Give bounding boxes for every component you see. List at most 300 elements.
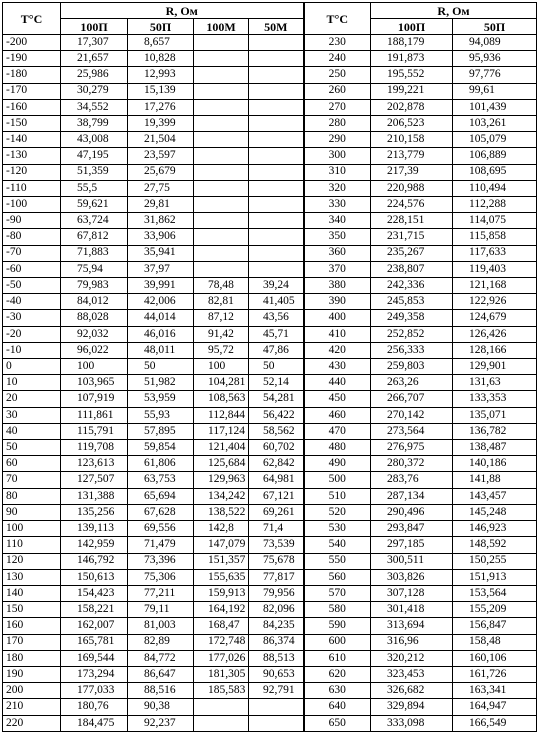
pt100-cell: 88,028 xyxy=(61,310,128,326)
cu50-cell xyxy=(249,245,304,261)
cu50-cell: 82,096 xyxy=(249,602,304,618)
table-row xyxy=(3,180,537,196)
pt50-cell-right: 163,341 xyxy=(453,683,537,699)
cu100-cell: 164,192 xyxy=(194,602,249,618)
cu50-cell xyxy=(249,261,304,277)
pt50-cell-right: 161,726 xyxy=(453,666,537,682)
cu50-cell xyxy=(249,715,304,731)
pt100-cell-right: 297,185 xyxy=(371,537,453,553)
pt100-cell: 127,507 xyxy=(61,472,128,488)
pt50-cell-right: 160,106 xyxy=(453,650,537,666)
cu100-cell xyxy=(194,180,249,196)
cu50-cell xyxy=(249,148,304,164)
pt50-cell-right: 95,936 xyxy=(453,51,537,67)
temperature-cell: 220 xyxy=(3,715,61,731)
column-header-100p-left: 100П xyxy=(61,19,128,35)
pt50-cell: 50 xyxy=(128,359,194,375)
cu100-cell: 95,72 xyxy=(194,342,249,358)
cu50-cell: 56,422 xyxy=(249,407,304,423)
table-row xyxy=(3,407,537,423)
temperature-cell-right: 430 xyxy=(304,359,371,375)
temperature-cell-right: 230 xyxy=(304,35,371,51)
pt100-cell: 131,388 xyxy=(61,488,128,504)
table-row xyxy=(3,521,537,537)
pt100-cell: 165,781 xyxy=(61,634,128,650)
temperature-cell: -50 xyxy=(3,278,61,294)
temperature-cell-right: 240 xyxy=(304,51,371,67)
cu50-cell: 39,24 xyxy=(249,278,304,294)
cu100-cell xyxy=(194,715,249,731)
pt100-cell: 71,883 xyxy=(61,245,128,261)
pt100-cell-right: 191,873 xyxy=(371,51,453,67)
pt50-cell-right: 101,439 xyxy=(453,99,537,115)
temperature-header-right: T°C xyxy=(304,3,371,35)
temperature-cell-right: 460 xyxy=(304,407,371,423)
pt50-cell-right: 155,209 xyxy=(453,602,537,618)
temperature-cell-right: 530 xyxy=(304,521,371,537)
cu100-cell: 181,305 xyxy=(194,666,249,682)
cu50-cell xyxy=(249,99,304,115)
pt100-cell: 79,983 xyxy=(61,278,128,294)
pt50-cell: 81,003 xyxy=(128,618,194,634)
table-row xyxy=(3,132,537,148)
table-row xyxy=(3,294,537,310)
pt100-cell-right: 245,853 xyxy=(371,294,453,310)
pt100-cell: 55,5 xyxy=(61,180,128,196)
pt50-cell-right: 108,695 xyxy=(453,164,537,180)
temperature-cell: -130 xyxy=(3,148,61,164)
pt100-cell: 139,113 xyxy=(61,521,128,537)
pt100-cell-right: 293,847 xyxy=(371,521,453,537)
temperature-cell-right: 340 xyxy=(304,213,371,229)
pt50-cell: 63,753 xyxy=(128,472,194,488)
pt50-cell-right: 143,457 xyxy=(453,488,537,504)
pt50-cell-right: 158,48 xyxy=(453,634,537,650)
temperature-cell: 70 xyxy=(3,472,61,488)
table-row xyxy=(3,35,537,51)
pt100-cell: 177,033 xyxy=(61,683,128,699)
temperature-cell: -180 xyxy=(3,67,61,83)
temperature-cell: 110 xyxy=(3,537,61,553)
pt50-cell-right: 128,166 xyxy=(453,342,537,358)
pt50-cell-right: 103,261 xyxy=(453,116,537,132)
cu100-cell: 108,563 xyxy=(194,391,249,407)
pt50-cell: 88,516 xyxy=(128,683,194,699)
pt100-cell: 30,279 xyxy=(61,83,128,99)
table-row xyxy=(3,310,537,326)
pt100-cell-right: 249,358 xyxy=(371,310,453,326)
temperature-cell-right: 570 xyxy=(304,585,371,601)
cu100-cell: 138,522 xyxy=(194,504,249,520)
pt50-cell-right: 135,071 xyxy=(453,407,537,423)
temperature-cell: -160 xyxy=(3,99,61,115)
cu100-cell: 112,844 xyxy=(194,407,249,423)
pt100-cell: 150,613 xyxy=(61,569,128,585)
pt100-cell-right: 280,372 xyxy=(371,456,453,472)
cu100-cell xyxy=(194,132,249,148)
pt50-cell-right: 140,186 xyxy=(453,456,537,472)
cu50-cell: 41,405 xyxy=(249,294,304,310)
pt100-cell: 123,613 xyxy=(61,456,128,472)
column-header-50p-left: 50П xyxy=(128,19,194,35)
pt50-cell: 19,399 xyxy=(128,116,194,132)
cu50-cell xyxy=(249,164,304,180)
temperature-cell-right: 640 xyxy=(304,699,371,715)
table-row xyxy=(3,148,537,164)
cu50-cell xyxy=(249,213,304,229)
temperature-cell: 200 xyxy=(3,683,61,699)
pt50-cell: 65,694 xyxy=(128,488,194,504)
pt50-cell-right: 115,858 xyxy=(453,229,537,245)
cu100-cell xyxy=(194,261,249,277)
pt50-cell: 23,597 xyxy=(128,148,194,164)
pt50-cell-right: 145,248 xyxy=(453,504,537,520)
pt50-cell-right: 141,88 xyxy=(453,472,537,488)
pt100-cell-right: 323,453 xyxy=(371,666,453,682)
temperature-cell: 150 xyxy=(3,602,61,618)
cu50-cell xyxy=(249,83,304,99)
temperature-cell-right: 550 xyxy=(304,553,371,569)
temperature-cell: -190 xyxy=(3,51,61,67)
temperature-cell: 50 xyxy=(3,440,61,456)
column-header-100m: 100М xyxy=(194,19,249,35)
table-row xyxy=(3,666,537,682)
pt100-cell: 59,621 xyxy=(61,197,128,213)
pt50-cell-right: 131,63 xyxy=(453,375,537,391)
cu100-cell xyxy=(194,699,249,715)
pt100-cell: 107,919 xyxy=(61,391,128,407)
table-row xyxy=(3,359,537,375)
pt100-cell-right: 213,779 xyxy=(371,148,453,164)
temperature-cell-right: 630 xyxy=(304,683,371,699)
pt100-cell-right: 202,878 xyxy=(371,99,453,115)
cu50-cell: 60,702 xyxy=(249,440,304,456)
pt50-cell: 15,139 xyxy=(128,83,194,99)
table-row xyxy=(3,715,537,731)
table-row xyxy=(3,683,537,699)
temperature-cell: 80 xyxy=(3,488,61,504)
pt50-cell: 35,941 xyxy=(128,245,194,261)
pt100-cell: 115,791 xyxy=(61,423,128,439)
pt100-cell-right: 259,803 xyxy=(371,359,453,375)
pt50-cell: 17,276 xyxy=(128,99,194,115)
pt100-cell: 51,359 xyxy=(61,164,128,180)
cu50-cell: 69,261 xyxy=(249,504,304,520)
pt50-cell: 92,237 xyxy=(128,715,194,731)
pt50-cell: 75,306 xyxy=(128,569,194,585)
pt100-cell-right: 263,26 xyxy=(371,375,453,391)
cu50-cell: 84,235 xyxy=(249,618,304,634)
cu100-cell: 104,281 xyxy=(194,375,249,391)
pt50-cell: 53,959 xyxy=(128,391,194,407)
pt100-cell: 17,307 xyxy=(61,35,128,51)
pt100-cell-right: 283,76 xyxy=(371,472,453,488)
cu50-cell: 75,678 xyxy=(249,553,304,569)
cu50-cell: 92,791 xyxy=(249,683,304,699)
pt100-cell: 184,475 xyxy=(61,715,128,731)
table-row xyxy=(3,585,537,601)
table-row xyxy=(3,699,537,715)
temperature-cell-right: 400 xyxy=(304,310,371,326)
cu50-cell xyxy=(249,229,304,245)
pt100-cell: 63,724 xyxy=(61,213,128,229)
table-row xyxy=(3,342,537,358)
temperature-cell: -90 xyxy=(3,213,61,229)
cu100-cell xyxy=(194,148,249,164)
cu50-cell: 47,86 xyxy=(249,342,304,358)
column-header-50m: 50М xyxy=(249,19,304,35)
cu50-cell: 64,981 xyxy=(249,472,304,488)
pt100-cell: 180,76 xyxy=(61,699,128,715)
pt100-cell: 154,423 xyxy=(61,585,128,601)
pt50-cell-right: 124,679 xyxy=(453,310,537,326)
resistance-table xyxy=(2,2,537,732)
table-row xyxy=(3,391,537,407)
pt100-cell: 43,008 xyxy=(61,132,128,148)
temperature-cell: 210 xyxy=(3,699,61,715)
pt100-cell: 21,657 xyxy=(61,51,128,67)
pt100-cell-right: 329,894 xyxy=(371,699,453,715)
temperature-cell: -70 xyxy=(3,245,61,261)
temperature-cell-right: 480 xyxy=(304,440,371,456)
temperature-cell-right: 540 xyxy=(304,537,371,553)
pt50-cell: 10,828 xyxy=(128,51,194,67)
temperature-cell-right: 500 xyxy=(304,472,371,488)
pt100-cell-right: 307,128 xyxy=(371,585,453,601)
cu100-cell xyxy=(194,67,249,83)
temperature-cell-right: 250 xyxy=(304,67,371,83)
temperature-cell-right: 380 xyxy=(304,278,371,294)
pt100-cell-right: 333,098 xyxy=(371,715,453,731)
pt50-cell: 51,982 xyxy=(128,375,194,391)
cu100-cell xyxy=(194,197,249,213)
pt100-cell-right: 199,221 xyxy=(371,83,453,99)
temperature-cell: -200 xyxy=(3,35,61,51)
pt50-cell: 86,647 xyxy=(128,666,194,682)
cu100-cell: 155,635 xyxy=(194,569,249,585)
temperature-cell: 60 xyxy=(3,456,61,472)
pt50-cell: 27,75 xyxy=(128,180,194,196)
pt100-cell-right: 256,333 xyxy=(371,342,453,358)
table-row xyxy=(3,197,537,213)
table-row xyxy=(3,375,537,391)
pt50-cell: 82,89 xyxy=(128,634,194,650)
temperature-cell: -100 xyxy=(3,197,61,213)
pt50-cell: 46,016 xyxy=(128,326,194,342)
pt50-cell-right: 133,353 xyxy=(453,391,537,407)
pt50-cell-right: 105,079 xyxy=(453,132,537,148)
pt50-cell-right: 153,564 xyxy=(453,585,537,601)
cu50-cell: 77,817 xyxy=(249,569,304,585)
cu100-cell xyxy=(194,83,249,99)
pt50-cell-right: 129,901 xyxy=(453,359,537,375)
pt50-cell-right: 166,549 xyxy=(453,715,537,731)
temperature-cell-right: 370 xyxy=(304,261,371,277)
pt50-cell-right: 138,487 xyxy=(453,440,537,456)
pt50-cell: 33,906 xyxy=(128,229,194,245)
pt100-cell-right: 252,852 xyxy=(371,326,453,342)
pt100-cell: 119,708 xyxy=(61,440,128,456)
cu100-cell: 151,357 xyxy=(194,553,249,569)
temperature-cell-right: 650 xyxy=(304,715,371,731)
pt100-cell-right: 206,523 xyxy=(371,116,453,132)
table-row xyxy=(3,602,537,618)
temperature-cell: -40 xyxy=(3,294,61,310)
cu100-cell: 117,124 xyxy=(194,423,249,439)
temperature-cell-right: 270 xyxy=(304,99,371,115)
pt50-cell: 29,81 xyxy=(128,197,194,213)
table-row xyxy=(3,440,537,456)
cu100-cell: 78,48 xyxy=(194,278,249,294)
temperature-cell-right: 600 xyxy=(304,634,371,650)
temperature-cell: 170 xyxy=(3,634,61,650)
temperature-cell: 160 xyxy=(3,618,61,634)
pt50-cell: 90,38 xyxy=(128,699,194,715)
cu100-cell: 147,079 xyxy=(194,537,249,553)
pt100-cell: 47,195 xyxy=(61,148,128,164)
cu50-cell: 71,4 xyxy=(249,521,304,537)
table-row xyxy=(3,278,537,294)
temperature-cell-right: 470 xyxy=(304,423,371,439)
temperature-cell: -30 xyxy=(3,310,61,326)
table-row xyxy=(3,537,537,553)
pt100-cell-right: 303,826 xyxy=(371,569,453,585)
pt50-cell-right: 106,889 xyxy=(453,148,537,164)
pt100-cell-right: 276,975 xyxy=(371,440,453,456)
pt100-cell-right: 287,134 xyxy=(371,488,453,504)
pt50-cell: 71,479 xyxy=(128,537,194,553)
temperature-cell-right: 390 xyxy=(304,294,371,310)
cu50-cell: 58,562 xyxy=(249,423,304,439)
cu100-cell: 87,12 xyxy=(194,310,249,326)
table-row xyxy=(3,423,537,439)
temperature-cell-right: 310 xyxy=(304,164,371,180)
temperature-cell: -120 xyxy=(3,164,61,180)
temperature-cell: -140 xyxy=(3,132,61,148)
pt100-cell: 75,94 xyxy=(61,261,128,277)
temperature-cell: -20 xyxy=(3,326,61,342)
pt100-cell: 135,256 xyxy=(61,504,128,520)
temperature-cell: 180 xyxy=(3,650,61,666)
cu100-cell: 159,913 xyxy=(194,585,249,601)
temperature-cell-right: 520 xyxy=(304,504,371,520)
table-row xyxy=(3,472,537,488)
pt100-cell: 38,799 xyxy=(61,116,128,132)
cu50-cell: 86,374 xyxy=(249,634,304,650)
pt50-cell-right: 99,61 xyxy=(453,83,537,99)
pt100-cell-right: 195,552 xyxy=(371,67,453,83)
temperature-cell-right: 620 xyxy=(304,666,371,682)
cu100-cell: 168,47 xyxy=(194,618,249,634)
pt100-cell: 96,022 xyxy=(61,342,128,358)
pt50-cell-right: 112,288 xyxy=(453,197,537,213)
pt50-cell-right: 148,592 xyxy=(453,537,537,553)
pt50-cell-right: 150,255 xyxy=(453,553,537,569)
pt50-cell: 61,806 xyxy=(128,456,194,472)
table-row xyxy=(3,67,537,83)
temperature-cell-right: 590 xyxy=(304,618,371,634)
temperature-cell: 190 xyxy=(3,666,61,682)
cu50-cell xyxy=(249,67,304,83)
pt100-cell-right: 228,151 xyxy=(371,213,453,229)
header-row-sub xyxy=(3,19,537,35)
table-row xyxy=(3,261,537,277)
pt50-cell: 48,011 xyxy=(128,342,194,358)
pt50-cell: 44,014 xyxy=(128,310,194,326)
cu100-cell: 121,404 xyxy=(194,440,249,456)
cu50-cell: 62,842 xyxy=(249,456,304,472)
cu50-cell: 54,281 xyxy=(249,391,304,407)
temperature-cell: -150 xyxy=(3,116,61,132)
resistance-header-left: R, Ом xyxy=(61,3,304,19)
temperature-cell-right: 260 xyxy=(304,83,371,99)
pt50-cell: 8,657 xyxy=(128,35,194,51)
pt50-cell-right: 121,168 xyxy=(453,278,537,294)
table-row xyxy=(3,456,537,472)
pt50-cell-right: 146,923 xyxy=(453,521,537,537)
temperature-cell: 140 xyxy=(3,585,61,601)
resistance-header-right: R, Ом xyxy=(371,3,537,19)
table-row xyxy=(3,245,537,261)
cu100-cell xyxy=(194,99,249,115)
cu50-cell xyxy=(249,180,304,196)
cu100-cell: 142,8 xyxy=(194,521,249,537)
cu100-cell xyxy=(194,229,249,245)
pt100-cell: 146,792 xyxy=(61,553,128,569)
pt100-cell-right: 235,267 xyxy=(371,245,453,261)
pt50-cell: 39,991 xyxy=(128,278,194,294)
pt50-cell-right: 126,426 xyxy=(453,326,537,342)
temperature-cell: 10 xyxy=(3,375,61,391)
table-row xyxy=(3,488,537,504)
table-row xyxy=(3,326,537,342)
pt100-cell: 100 xyxy=(61,359,128,375)
cu100-cell: 172,748 xyxy=(194,634,249,650)
temperature-cell: 120 xyxy=(3,553,61,569)
temperature-cell-right: 320 xyxy=(304,180,371,196)
cu50-cell xyxy=(249,132,304,148)
table-row xyxy=(3,99,537,115)
pt100-cell-right: 217,39 xyxy=(371,164,453,180)
cu50-cell xyxy=(249,51,304,67)
temperature-cell-right: 580 xyxy=(304,602,371,618)
temperature-cell-right: 290 xyxy=(304,132,371,148)
pt100-cell-right: 326,682 xyxy=(371,683,453,699)
pt100-cell: 111,861 xyxy=(61,407,128,423)
table-row xyxy=(3,504,537,520)
cu100-cell xyxy=(194,35,249,51)
cu100-cell: 177,026 xyxy=(194,650,249,666)
pt50-cell-right: 114,075 xyxy=(453,213,537,229)
pt50-cell-right: 122,926 xyxy=(453,294,537,310)
table-row xyxy=(3,553,537,569)
cu100-cell: 100 xyxy=(194,359,249,375)
table-row xyxy=(3,650,537,666)
temperature-cell-right: 410 xyxy=(304,326,371,342)
cu100-cell: 134,242 xyxy=(194,488,249,504)
temperature-cell-right: 330 xyxy=(304,197,371,213)
column-header-50p-right: 50П xyxy=(453,19,537,35)
temperature-cell-right: 420 xyxy=(304,342,371,358)
pt100-cell-right: 188,179 xyxy=(371,35,453,51)
temperature-cell-right: 490 xyxy=(304,456,371,472)
pt50-cell-right: 117,633 xyxy=(453,245,537,261)
temperature-cell: -170 xyxy=(3,83,61,99)
pt50-cell-right: 156,847 xyxy=(453,618,537,634)
pt100-cell: 92,032 xyxy=(61,326,128,342)
cu50-cell: 73,539 xyxy=(249,537,304,553)
cu50-cell: 45,71 xyxy=(249,326,304,342)
